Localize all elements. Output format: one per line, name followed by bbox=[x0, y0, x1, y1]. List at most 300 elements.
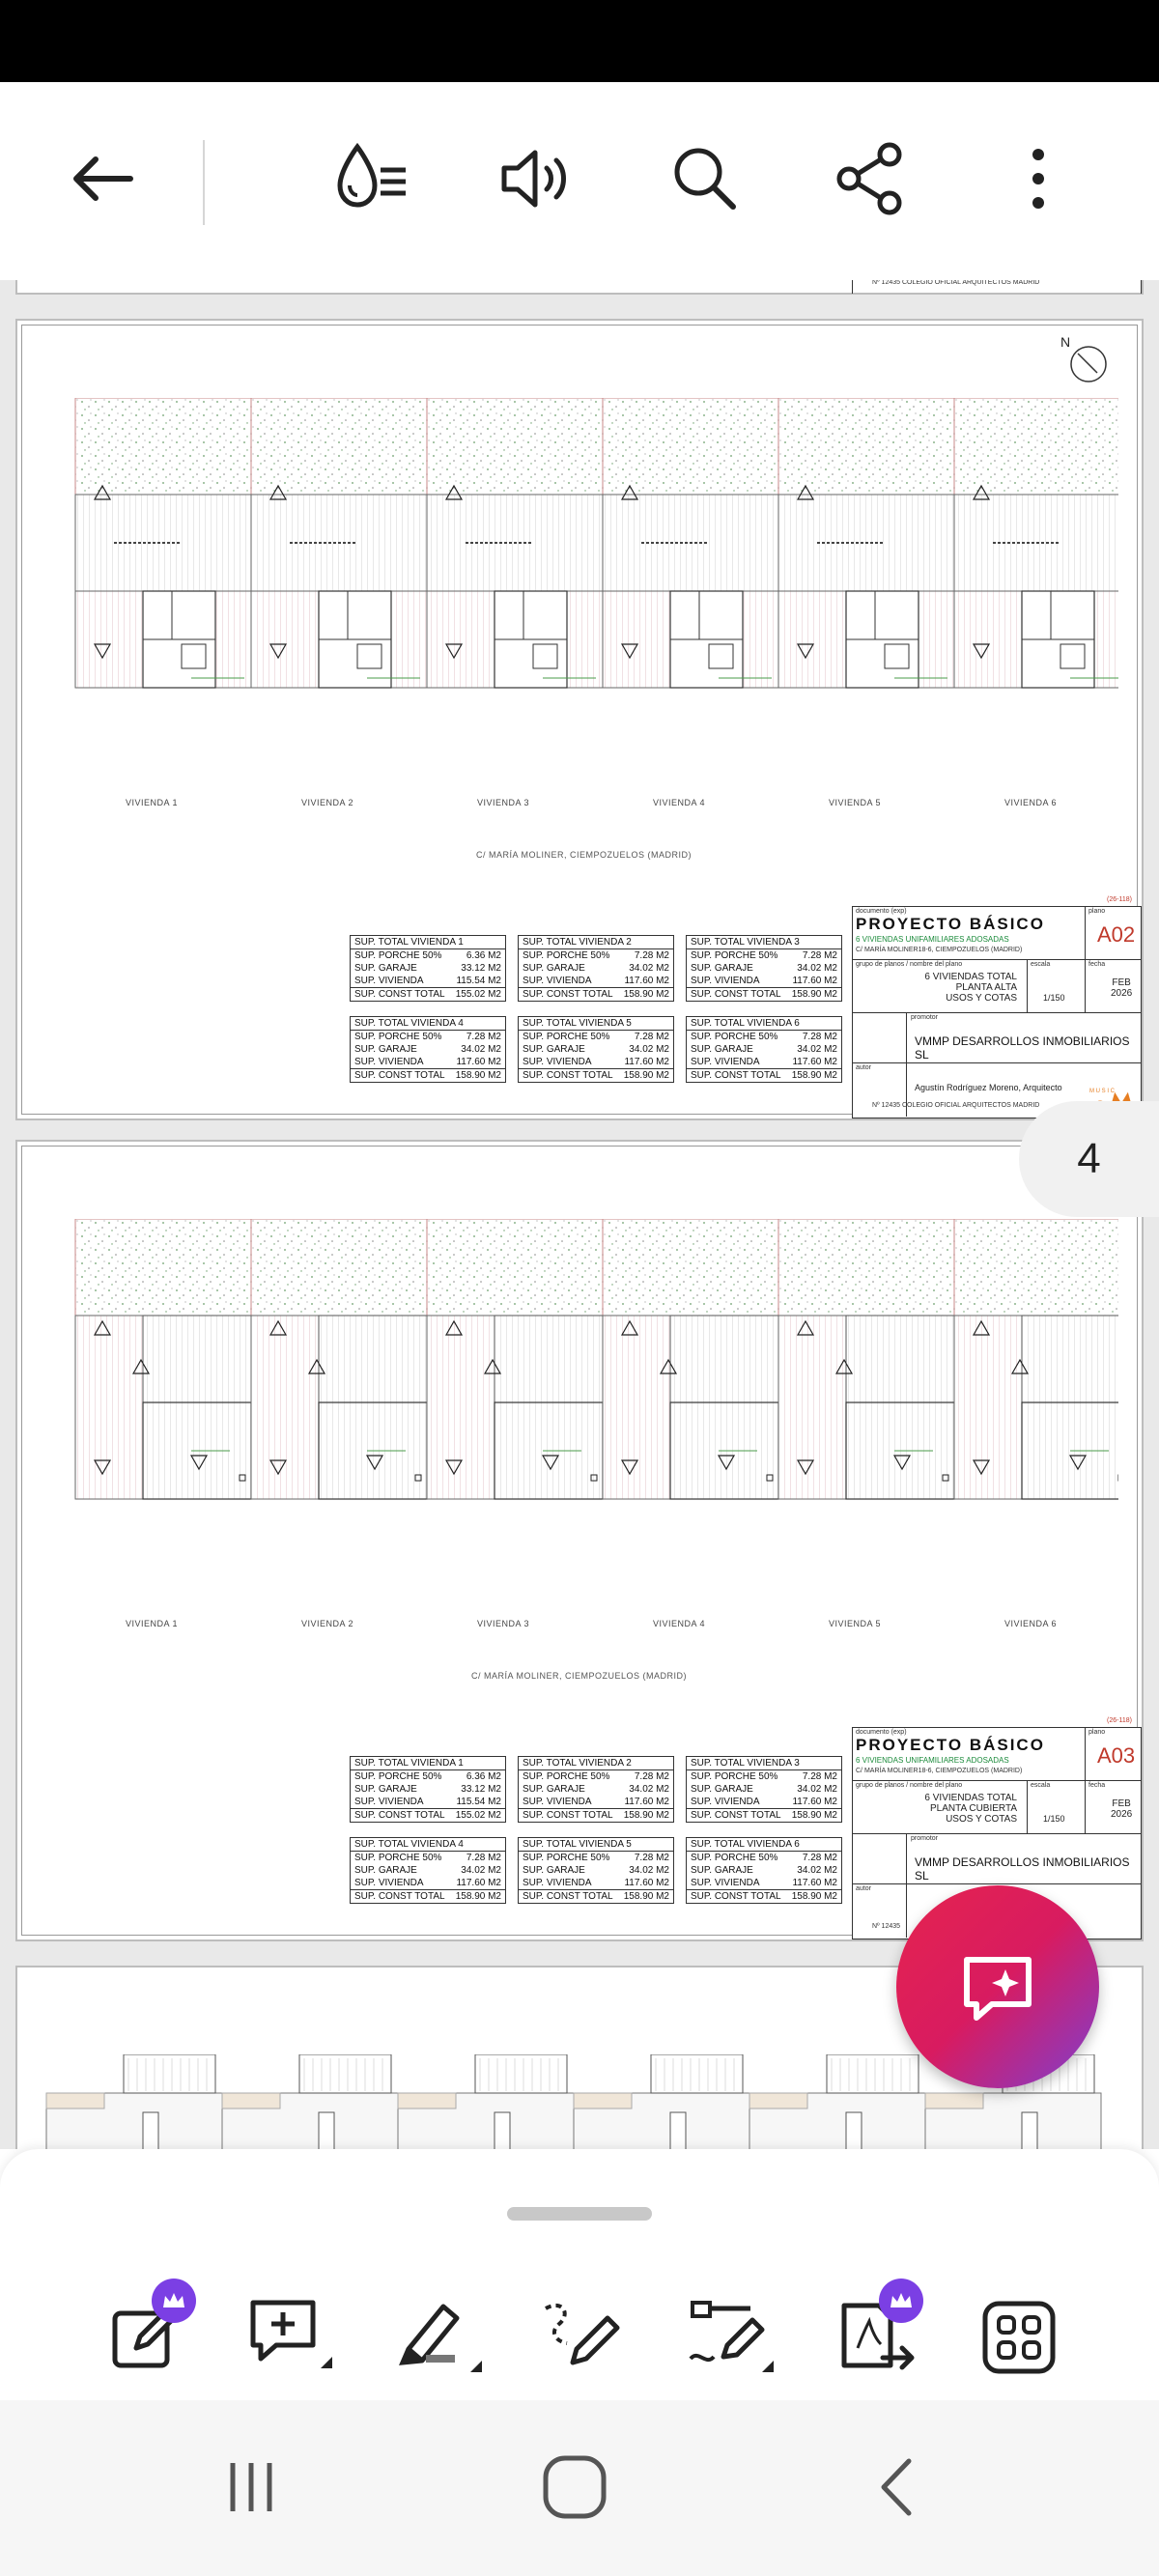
door bbox=[1022, 2112, 1037, 2149]
area-table-row bbox=[351, 1031, 505, 1043]
date-year: 2026 bbox=[1111, 988, 1133, 999]
area-table-row bbox=[687, 1796, 841, 1808]
area-label: SUP. PORCHE 50% bbox=[523, 950, 610, 961]
house-unit-roof bbox=[427, 1219, 603, 1499]
promoter-name: VMMP DESARROLLOS INMOBILIARIOS SL bbox=[915, 1855, 1130, 1882]
area-table bbox=[686, 1016, 842, 1083]
edit-premium-button[interactable] bbox=[92, 2284, 198, 2391]
previous-titleblock bbox=[852, 280, 1142, 294]
area-value: 117.60 M2 bbox=[792, 976, 837, 986]
doc-label: documento (exp) bbox=[856, 1729, 907, 1736]
area-value: 34.02 M2 bbox=[629, 1044, 669, 1055]
bottom-tool-sheet bbox=[0, 2149, 1159, 2400]
area-label: SUP. CONST TOTAL bbox=[523, 989, 613, 1000]
area-table-row bbox=[351, 1877, 505, 1889]
area-table-title: SUP. TOTAL VIVIENDA 6 bbox=[687, 1838, 841, 1852]
garden-area bbox=[75, 1219, 251, 1316]
area-table-total bbox=[687, 1808, 841, 1822]
group-label: grupo de planos / nombre del plano bbox=[856, 1782, 963, 1789]
area-table bbox=[686, 1837, 842, 1904]
top-toolbar bbox=[0, 82, 1159, 285]
area-value: 7.28 M2 bbox=[802, 1853, 837, 1863]
unit-label: VIVIENDA 2 bbox=[301, 798, 354, 807]
area-table-row bbox=[687, 1877, 841, 1889]
add-comment-button[interactable] bbox=[237, 2284, 343, 2391]
area-value: 117.60 M2 bbox=[624, 976, 669, 986]
area-label: SUP. GARAJE bbox=[691, 963, 753, 974]
area-label: SUP. VIVIENDA bbox=[691, 976, 760, 986]
balcony bbox=[925, 2093, 983, 2109]
area-label: SUP. GARAJE bbox=[354, 1784, 417, 1795]
add-comment-icon bbox=[241, 2289, 338, 2386]
area-label: SUP. PORCHE 50% bbox=[354, 1853, 442, 1863]
recent-apps-icon[interactable] bbox=[193, 2439, 309, 2535]
area-table bbox=[686, 935, 842, 1002]
text-sign-icon bbox=[681, 2289, 777, 2386]
area-value: 7.28 M2 bbox=[802, 1032, 837, 1042]
plan-name-line: USOS Y COTAS bbox=[946, 1814, 1017, 1825]
text-sign-button[interactable] bbox=[676, 2284, 782, 2391]
plan-name-line: 6 VIVIENDAS TOTAL bbox=[924, 972, 1017, 982]
area-value: 34.02 M2 bbox=[461, 1044, 501, 1055]
garden-area bbox=[251, 398, 427, 495]
area-value: 34.02 M2 bbox=[629, 1784, 669, 1795]
premium-crown-icon bbox=[879, 2279, 923, 2323]
area-table-total bbox=[519, 1808, 673, 1822]
area-value: 117.60 M2 bbox=[624, 1057, 669, 1067]
door bbox=[670, 2112, 686, 2149]
area-label: SUP. CONST TOTAL bbox=[523, 1810, 613, 1821]
unit-label: VIVIENDA 1 bbox=[126, 798, 179, 807]
area-value: 7.28 M2 bbox=[802, 950, 837, 961]
area-table-row bbox=[519, 1056, 673, 1068]
area-value: 34.02 M2 bbox=[629, 963, 669, 974]
college-number: Nº 12435 COLEGIO OFICIAL ARQUITECTOS MADRID bbox=[872, 1102, 1040, 1109]
plan-code: A03 bbox=[1097, 1743, 1136, 1768]
promotor-label: promotor bbox=[911, 1835, 939, 1842]
street-label: C/ MARÍA MOLINER, CIEMPOZUELOS (MADRID) bbox=[471, 1671, 688, 1681]
revision-label: (26-118) bbox=[1107, 896, 1132, 903]
area-label: SUP. GARAJE bbox=[354, 1044, 417, 1055]
highlighter-icon bbox=[389, 2289, 486, 2386]
unit-label: VIVIENDA 1 bbox=[126, 1619, 179, 1628]
area-table-title: SUP. TOTAL VIVIENDA 2 bbox=[519, 1757, 673, 1770]
area-value: 117.60 M2 bbox=[456, 1878, 501, 1888]
unit-label: VIVIENDA 6 bbox=[1004, 798, 1058, 807]
house-unit-roof bbox=[251, 1219, 427, 1499]
area-table-title: SUP. TOTAL VIVIENDA 2 bbox=[519, 936, 673, 949]
project-address: C/ MARÍA MOLINER18-6, CIEMPOZUELOS (MADRID) bbox=[856, 947, 1023, 953]
area-label: SUP. CONST TOTAL bbox=[691, 1070, 781, 1081]
page-number-badge: 4 bbox=[1019, 1101, 1159, 1217]
floor-plan-drawing bbox=[66, 398, 1118, 736]
area-value: 158.90 M2 bbox=[623, 989, 669, 1000]
plan-page-a02 bbox=[15, 319, 1144, 1120]
area-label: SUP. CONST TOTAL bbox=[691, 1810, 781, 1821]
area-table bbox=[518, 935, 674, 1002]
area-value: 33.12 M2 bbox=[461, 963, 501, 974]
search-icon[interactable] bbox=[657, 130, 753, 227]
area-table-row bbox=[519, 962, 673, 975]
area-table-row bbox=[519, 1864, 673, 1877]
area-value: 7.28 M2 bbox=[634, 1853, 669, 1863]
promotor-label: promotor bbox=[911, 1014, 939, 1021]
area-value: 158.90 M2 bbox=[791, 1810, 837, 1821]
project-address: C/ MARÍA MOLINER18-6, CIEMPOZUELOS (MADRID) bbox=[856, 1768, 1023, 1774]
area-value: 7.28 M2 bbox=[466, 1032, 501, 1042]
area-table-title: SUP. TOTAL VIVIENDA 4 bbox=[351, 1838, 505, 1852]
garden-area bbox=[954, 398, 1118, 495]
title-block-header bbox=[853, 1728, 1141, 1781]
ai-assistant-icon bbox=[949, 1939, 1046, 2035]
upper-roof bbox=[495, 1316, 603, 1402]
plan-page-a03 bbox=[15, 1140, 1144, 1941]
area-table-row bbox=[687, 1043, 841, 1056]
area-value: 34.02 M2 bbox=[461, 1865, 501, 1876]
area-label: SUP. PORCHE 50% bbox=[691, 1771, 778, 1782]
home-icon[interactable] bbox=[517, 2439, 633, 2535]
area-table-title: SUP. TOTAL VIVIENDA 5 bbox=[519, 1838, 673, 1852]
area-value: 7.28 M2 bbox=[634, 1771, 669, 1782]
draw-pen-icon bbox=[534, 2289, 631, 2386]
bathroom bbox=[182, 644, 206, 668]
area-value: 115.54 M2 bbox=[456, 976, 501, 986]
area-table bbox=[350, 1837, 506, 1904]
fecha-label: fecha bbox=[1088, 1782, 1106, 1789]
date-month: FEB bbox=[1112, 1798, 1131, 1809]
area-value: 7.28 M2 bbox=[802, 1771, 837, 1782]
area-value: 33.12 M2 bbox=[461, 1784, 501, 1795]
area-value: 158.90 M2 bbox=[623, 1810, 669, 1821]
area-table-total bbox=[687, 987, 841, 1001]
area-value: 117.60 M2 bbox=[792, 1797, 837, 1807]
area-label: SUP. CONST TOTAL bbox=[354, 1810, 445, 1821]
unit-label: VIVIENDA 3 bbox=[477, 798, 530, 807]
area-table-row bbox=[519, 1770, 673, 1783]
bathroom bbox=[1060, 644, 1085, 668]
previous-page-tail bbox=[15, 280, 1144, 295]
area-label: SUP. VIVIENDA bbox=[691, 1057, 760, 1067]
area-value: 6.36 M2 bbox=[466, 1771, 501, 1782]
house-unit-plan bbox=[251, 398, 427, 688]
area-value: 158.90 M2 bbox=[791, 989, 837, 1000]
area-table bbox=[518, 1016, 674, 1083]
area-table-title: SUP. TOTAL VIVIENDA 3 bbox=[687, 1757, 841, 1770]
title-block-promoter-row bbox=[853, 1834, 1141, 1884]
area-table-row bbox=[351, 1864, 505, 1877]
door bbox=[319, 2112, 334, 2149]
autor-label: autor bbox=[856, 1885, 871, 1892]
area-label: SUP. PORCHE 50% bbox=[354, 950, 442, 961]
share-icon[interactable] bbox=[823, 130, 919, 227]
roof-plan-drawing bbox=[66, 1219, 1118, 1557]
area-table-row bbox=[519, 1877, 673, 1889]
area-table-total bbox=[687, 1068, 841, 1082]
area-value: 34.02 M2 bbox=[797, 1784, 837, 1795]
area-value: 7.28 M2 bbox=[466, 1853, 501, 1863]
sheet-handle[interactable] bbox=[507, 2207, 652, 2221]
unit-label: VIVIENDA 2 bbox=[301, 1619, 354, 1628]
area-table-title: SUP. TOTAL VIVIENDA 5 bbox=[519, 1017, 673, 1031]
area-label: SUP. CONST TOTAL bbox=[691, 1891, 781, 1902]
area-label: SUP. VIVIENDA bbox=[354, 1878, 424, 1888]
area-label: SUP. GARAJE bbox=[523, 963, 585, 974]
house-unit-roof bbox=[603, 1219, 778, 1499]
unit-label: VIVIENDA 3 bbox=[477, 1619, 530, 1628]
area-table-row bbox=[351, 962, 505, 975]
area-table-row bbox=[687, 1770, 841, 1783]
area-table-row bbox=[687, 975, 841, 987]
area-table-total bbox=[351, 1889, 505, 1903]
promoter-name: VMMP DESARROLLOS INMOBILIARIOS SL bbox=[915, 1034, 1130, 1062]
area-table bbox=[518, 1837, 674, 1904]
area-table-row bbox=[519, 1796, 673, 1808]
area-value: 117.60 M2 bbox=[792, 1057, 837, 1067]
title-block-promoter-row bbox=[853, 1013, 1141, 1063]
area-table bbox=[686, 1756, 842, 1823]
balcony bbox=[749, 2093, 807, 2109]
plano-label: plano bbox=[1088, 908, 1106, 915]
area-label: SUP. VIVIENDA bbox=[523, 1797, 592, 1807]
area-value: 158.90 M2 bbox=[791, 1070, 837, 1081]
area-value: 34.02 M2 bbox=[797, 1044, 837, 1055]
date-year: 2026 bbox=[1111, 1809, 1133, 1820]
upper-roof bbox=[319, 1316, 427, 1402]
area-label: SUP. GARAJE bbox=[354, 1865, 417, 1876]
svg-text:M U S I C: M U S I C bbox=[1088, 1089, 1116, 1094]
area-value: 34.02 M2 bbox=[629, 1865, 669, 1876]
area-table-total bbox=[351, 987, 505, 1001]
area-label: SUP. GARAJE bbox=[691, 1044, 753, 1055]
balcony bbox=[574, 2093, 632, 2109]
area-label: SUP. GARAJE bbox=[354, 963, 417, 974]
area-value: 34.02 M2 bbox=[797, 1865, 837, 1876]
toolbar-divider bbox=[203, 140, 205, 225]
area-table-row bbox=[687, 1864, 841, 1877]
garden-area bbox=[251, 1219, 427, 1316]
area-table-row bbox=[687, 962, 841, 975]
area-label: SUP. VIVIENDA bbox=[354, 1057, 424, 1067]
area-label: SUP. VIVIENDA bbox=[691, 1797, 760, 1807]
document-viewer[interactable] bbox=[0, 280, 1159, 2149]
garden-area bbox=[427, 1219, 603, 1316]
area-table-row bbox=[687, 1031, 841, 1043]
upper-roof bbox=[1022, 1316, 1118, 1402]
area-label: SUP. GARAJE bbox=[523, 1784, 585, 1795]
area-table-row bbox=[351, 1796, 505, 1808]
area-table-row bbox=[351, 1043, 505, 1056]
plan-name-line: PLANTA ALTA bbox=[955, 982, 1017, 993]
project-subtitle: 6 VIVIENDAS UNIFAMILIARES ADOSADAS bbox=[856, 935, 1009, 944]
balcony bbox=[222, 2093, 280, 2109]
revision-label: (26-118) bbox=[1107, 1717, 1132, 1724]
unit-label: VIVIENDA 6 bbox=[1004, 1619, 1058, 1628]
area-label: SUP. PORCHE 50% bbox=[691, 1032, 778, 1042]
area-table-title: SUP. TOTAL VIVIENDA 4 bbox=[351, 1017, 505, 1031]
area-table-total bbox=[351, 1068, 505, 1082]
house-unit-roof bbox=[778, 1219, 954, 1499]
area-label: SUP. PORCHE 50% bbox=[354, 1771, 442, 1782]
area-table-row bbox=[351, 949, 505, 962]
escala-label: escala bbox=[1031, 1782, 1051, 1789]
plan-name-line: USOS Y COTAS bbox=[946, 993, 1017, 1004]
area-table bbox=[518, 1756, 674, 1823]
house-elevation bbox=[749, 2054, 925, 2149]
door bbox=[143, 2112, 158, 2149]
area-table-row bbox=[351, 1852, 505, 1864]
area-label: SUP. CONST TOTAL bbox=[523, 1891, 613, 1902]
upper-roof bbox=[846, 1316, 954, 1402]
door bbox=[495, 2112, 510, 2149]
area-label: SUP. GARAJE bbox=[691, 1865, 753, 1876]
area-label: SUP. VIVIENDA bbox=[523, 1878, 592, 1888]
unit-label: VIVIENDA 4 bbox=[653, 798, 706, 807]
escala-label: escala bbox=[1031, 961, 1051, 968]
area-table-row bbox=[687, 1783, 841, 1796]
house-unit-plan bbox=[778, 398, 954, 688]
fecha-label: fecha bbox=[1088, 961, 1106, 968]
house-elevation bbox=[222, 2054, 398, 2149]
previous-footer-text: Nº 12435 COLEGIO OFICIAL ARQUITECTOS MADRID bbox=[872, 280, 1040, 286]
area-label: SUP. VIVIENDA bbox=[523, 976, 592, 986]
house-elevation bbox=[398, 2054, 574, 2149]
area-value: 117.60 M2 bbox=[792, 1878, 837, 1888]
bathroom bbox=[533, 644, 557, 668]
project-title: PROYECTO BÁSICO bbox=[856, 915, 1045, 933]
area-label: SUP. CONST TOTAL bbox=[354, 1070, 445, 1081]
back-icon[interactable] bbox=[840, 2439, 956, 2535]
area-label: SUP. VIVIENDA bbox=[354, 1797, 424, 1807]
author-name: Agustín Rodríguez Moreno, Arquitecto bbox=[915, 1083, 1062, 1092]
area-label: SUP. CONST TOTAL bbox=[354, 1891, 445, 1902]
more-tools-grid-icon bbox=[975, 2294, 1062, 2381]
more-options-icon[interactable] bbox=[990, 130, 1087, 227]
area-value: 158.90 M2 bbox=[623, 1070, 669, 1081]
scale-value: 1/150 bbox=[1043, 993, 1065, 1003]
area-table-row bbox=[351, 1770, 505, 1783]
area-value: 115.54 M2 bbox=[456, 1797, 501, 1807]
area-table-title: SUP. TOTAL VIVIENDA 6 bbox=[687, 1017, 841, 1031]
area-label: SUP. VIVIENDA bbox=[691, 1878, 760, 1888]
area-label: SUP. PORCHE 50% bbox=[523, 1771, 610, 1782]
area-label: SUP. VIVIENDA bbox=[354, 976, 424, 986]
house-unit-plan bbox=[603, 398, 778, 688]
back-arrow-icon[interactable] bbox=[53, 130, 150, 227]
unit-label: VIVIENDA 4 bbox=[653, 1619, 706, 1628]
bathroom bbox=[885, 644, 909, 668]
area-table-row bbox=[687, 1056, 841, 1068]
area-value: 6.36 M2 bbox=[466, 950, 501, 961]
area-table bbox=[350, 935, 506, 1002]
upper-roof bbox=[670, 1316, 778, 1402]
read-aloud-icon[interactable] bbox=[488, 130, 584, 227]
unit-label: VIVIENDA 5 bbox=[829, 1619, 882, 1628]
street-label: C/ MARÍA MOLINER, CIEMPOZUELOS (MADRID) bbox=[476, 850, 693, 860]
area-table bbox=[350, 1756, 506, 1823]
garden-area bbox=[603, 398, 778, 495]
house-unit-plan bbox=[75, 398, 251, 688]
highlighter-button[interactable] bbox=[384, 2284, 491, 2391]
area-value: 7.28 M2 bbox=[634, 950, 669, 961]
house-elevation bbox=[574, 2054, 749, 2149]
house-unit-plan bbox=[427, 398, 603, 688]
area-table-title: SUP. TOTAL VIVIENDA 1 bbox=[351, 1757, 505, 1770]
area-label: SUP. GARAJE bbox=[691, 1784, 753, 1795]
area-value: 158.90 M2 bbox=[455, 1891, 501, 1902]
area-table-row bbox=[519, 1783, 673, 1796]
title-block-plan-row bbox=[853, 960, 1141, 1013]
project-subtitle: 6 VIVIENDAS UNIFAMILIARES ADOSADAS bbox=[856, 1756, 1009, 1765]
area-value: 117.60 M2 bbox=[456, 1057, 501, 1067]
area-table-row bbox=[351, 1056, 505, 1068]
system-nav-bar bbox=[0, 2400, 1159, 2576]
house-unit-roof bbox=[954, 1219, 1118, 1499]
title-block-a02 bbox=[852, 906, 1142, 1118]
area-table-row bbox=[519, 1031, 673, 1043]
area-table-title: SUP. TOTAL VIVIENDA 1 bbox=[351, 936, 505, 949]
area-value: 34.02 M2 bbox=[797, 963, 837, 974]
ai-assistant-button[interactable] bbox=[896, 1885, 1099, 2088]
doc-label: documento (exp) bbox=[856, 908, 907, 915]
area-label: SUP. PORCHE 50% bbox=[523, 1853, 610, 1863]
college-number: Nº 12435 bbox=[872, 1923, 901, 1930]
area-table-row bbox=[519, 975, 673, 987]
status-bar bbox=[0, 0, 1159, 82]
garden-area bbox=[603, 1219, 778, 1316]
plan-code: A02 bbox=[1097, 922, 1136, 947]
area-table-title: SUP. TOTAL VIVIENDA 3 bbox=[687, 936, 841, 949]
balcony bbox=[46, 2093, 104, 2109]
house-elevation bbox=[46, 2054, 222, 2149]
area-value: 158.90 M2 bbox=[623, 1891, 669, 1902]
area-value: 155.02 M2 bbox=[455, 1810, 501, 1821]
area-value: 117.60 M2 bbox=[624, 1797, 669, 1807]
area-label: SUP. GARAJE bbox=[523, 1044, 585, 1055]
area-table-row bbox=[519, 1852, 673, 1864]
area-table-row bbox=[351, 1783, 505, 1796]
more-tools-button[interactable] bbox=[966, 2284, 1072, 2391]
area-label: SUP. CONST TOTAL bbox=[354, 989, 445, 1000]
area-table-row bbox=[687, 1852, 841, 1864]
unit-label: VIVIENDA 5 bbox=[829, 798, 882, 807]
plan-name-line: PLANTA CUBIERTA bbox=[929, 1803, 1017, 1814]
plano-label: plano bbox=[1088, 1729, 1106, 1736]
group-label: grupo de planos / nombre del plano bbox=[856, 961, 963, 968]
area-label: SUP. PORCHE 50% bbox=[354, 1032, 442, 1042]
area-table bbox=[350, 1016, 506, 1083]
export-pdf-premium-button[interactable] bbox=[821, 2284, 927, 2391]
balcony bbox=[398, 2093, 456, 2109]
plan-name-line: 6 VIVIENDAS TOTAL bbox=[924, 1793, 1017, 1803]
area-label: SUP. PORCHE 50% bbox=[691, 950, 778, 961]
area-table-total bbox=[519, 1068, 673, 1082]
area-table-total bbox=[687, 1889, 841, 1903]
area-label: SUP. PORCHE 50% bbox=[523, 1032, 610, 1042]
house-unit-roof bbox=[75, 1219, 251, 1499]
house-unit-plan bbox=[954, 398, 1118, 688]
draw-pen-button[interactable] bbox=[529, 2284, 636, 2391]
area-table-total bbox=[351, 1808, 505, 1822]
area-table-total bbox=[519, 1889, 673, 1903]
area-label: SUP. VIVIENDA bbox=[523, 1057, 592, 1067]
premium-crown-icon bbox=[152, 2279, 196, 2323]
area-value: 155.02 M2 bbox=[455, 989, 501, 1000]
area-label: SUP. CONST TOTAL bbox=[691, 989, 781, 1000]
area-label: SUP. GARAJE bbox=[523, 1865, 585, 1876]
garden-area bbox=[75, 398, 251, 495]
project-title: PROYECTO BÁSICO bbox=[856, 1736, 1045, 1754]
reading-mode-icon[interactable] bbox=[324, 130, 420, 227]
